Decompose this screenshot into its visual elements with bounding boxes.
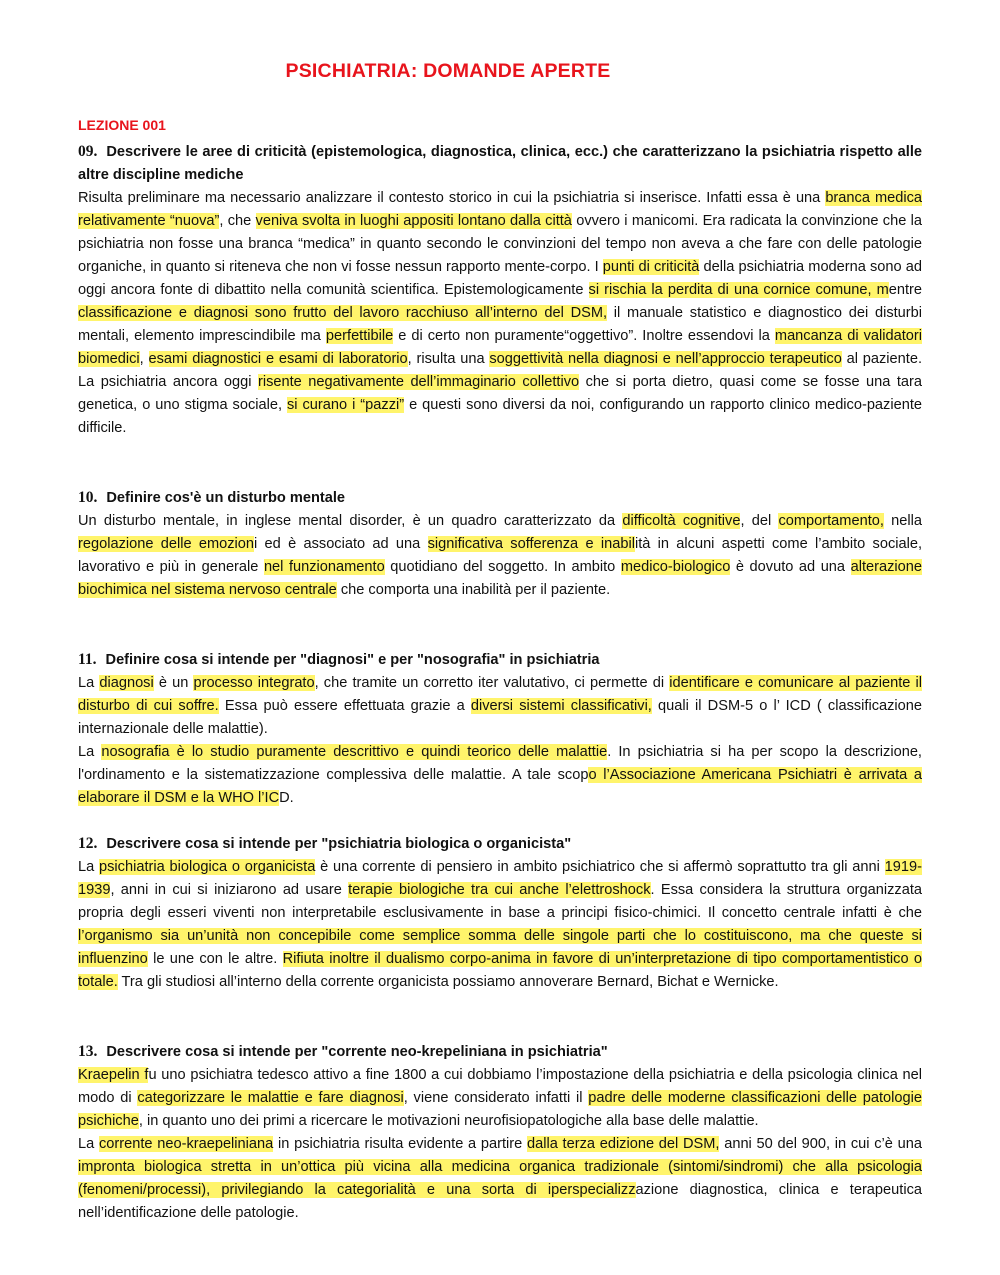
highlighted-text: si rischia la perdita di una cornice comune, m	[588, 282, 889, 298]
body-text: e questi sono diversi da noi, configurando un rapporto clinico medico-paziente difficile.	[78, 397, 922, 436]
body-text: che comporta una inabilità per il paziente.	[336, 582, 611, 598]
body-text: al paziente. La psichiatria ancora oggi	[78, 351, 923, 390]
highlighted-text: branca medica relativamente “nuova”	[78, 190, 922, 229]
body-text: ovvero i manicomi. Era radicata la convinzione che la psichiatria non fosse una branca “medica” in quanto secondo le convinzioni del tempo non aveva a che fare con delle patologie organiche, in quanto si riteneva che non vi fosse nessun rapporto mente-corpo. I	[78, 213, 922, 275]
body-text: , risulta una	[407, 351, 490, 367]
question-heading	[78, 486, 922, 510]
body-text: Un disturbo mentale, in inglese mental disorder, è un quadro caratterizzato da	[78, 513, 623, 529]
body-text: ,	[139, 351, 149, 367]
section-13	[78, 1040, 922, 1225]
body-text: , del	[740, 513, 779, 529]
highlighted-text: l’organismo sia un’unità non concepibile come semplice somma delle singole parti che lo costituiscono, ma che queste si influenzino	[78, 928, 922, 967]
highlighted-text: difficoltà cognitive	[622, 513, 741, 529]
highlighted-text: terapie biologiche tra cui anche l’elettroshock	[348, 882, 651, 898]
highlighted-text: comportamento,	[778, 513, 884, 529]
answer-body	[78, 856, 922, 994]
question-number: 10.	[78, 489, 98, 506]
body-text: quali il DSM-5 o l’ ICD ( classificazione internazionale delle malattie).	[78, 698, 923, 737]
answer-paragraph	[78, 741, 922, 810]
body-text: La	[78, 744, 102, 760]
highlighted-text: corrente neo-kraepeliniana	[98, 1136, 274, 1152]
answer-paragraph	[78, 510, 922, 602]
highlighted-text: classificazione e diagnosi sono frutto del lavoro racchiuso all’interno del DSM,	[78, 305, 608, 321]
section-10	[78, 486, 922, 602]
body-text: , in quanto uno dei primi a ricercare le motivazioni neurofisiopatologiche alla base delle malattie.	[138, 1113, 759, 1129]
body-text: Risulta preliminare ma necessario analizzare il contesto storico in cui la psichiatria si inserisce. Infatti essa è una	[78, 190, 826, 206]
body-text: entre	[888, 282, 922, 298]
question-heading	[78, 1040, 922, 1064]
highlighted-text: significativa sofferenza e inabil	[427, 536, 635, 552]
question-text: Definire cos'è un disturbo mentale	[106, 490, 346, 506]
question-number: 09.	[78, 143, 98, 160]
body-text: della psichiatria moderna sono ad oggi ancora fonte di dibattito nella comunità scientifica. Epistemologicamente	[78, 259, 922, 298]
highlighted-text: Kraepelin f	[78, 1067, 149, 1083]
highlighted-text: categorizzare le malattie e fare diagnosi	[137, 1090, 404, 1106]
section-11	[78, 648, 922, 810]
highlighted-text: impronta biologica stretta in un’ottica più vicina alla medicina organica tradizionale (sintomi/sindromi) che alla psicologia (fenomeni/processi), privilegiando la categorialità e una sorta di iperspecializz	[78, 1159, 922, 1198]
highlighted-text: si curano i “pazzi”	[287, 397, 405, 413]
body-text: il manuale statistico e diagnostico dei disturbi mentali, elemento imprescindibile ma	[78, 305, 923, 344]
body-text: , che	[219, 213, 256, 229]
question-number: 13.	[78, 1043, 98, 1060]
body-text: u uno psichiatra tedesco attivo a fine 1800 a cui dobbiamo l’impostazione della psichiatria e della psicologia clinica nel modo di	[78, 1067, 922, 1106]
body-text: . In psichiatria si ha per scopo la descrizione, l'ordinamento e la sistematizzazione complessiva delle malattie. A tale scop	[78, 744, 922, 783]
section-09	[78, 140, 922, 440]
question-text: Definire cosa si intende per "diagnosi" e per "nosografia" in psichiatria	[105, 652, 600, 668]
body-text: le une con le altre.	[147, 951, 283, 967]
answer-body	[78, 1064, 922, 1225]
highlighted-text: processo integrato	[193, 675, 315, 691]
highlighted-text: esami diagnostici e esami di laboratorio	[148, 351, 408, 367]
highlighted-text: dalla terza edizione del DSM,	[526, 1136, 720, 1152]
highlighted-text: o l’Associazione Americana Psichiatri è arrivata a elaborare il DSM e la WHO l’IC	[78, 767, 923, 806]
body-text: i ed è associato ad una	[254, 536, 428, 552]
body-text: anni 50 del 900, in cui c’è una	[719, 1136, 922, 1152]
body-text: quotidiano del soggetto. In ambito	[384, 559, 621, 575]
highlighted-text: nel funzionamento	[263, 559, 385, 575]
highlighted-text: 1919-1939	[78, 859, 922, 898]
body-text: La	[78, 675, 100, 691]
question-heading	[78, 832, 922, 856]
body-text: azione diagnostica, clinica e terapeutica nell’identificazione delle patologie.	[78, 1182, 922, 1221]
body-text: Tra gli studiosi all’interno della corrente organicista possiamo annoverare Bernard, Bichat e Wernicke.	[117, 974, 779, 990]
highlighted-text: padre delle moderne classificazioni delle patologie psichiche	[78, 1090, 922, 1129]
question-number: 12.	[78, 835, 98, 852]
question-text: Descrivere cosa si intende per "corrente neo-krepeliniana in psichiatria"	[106, 1044, 608, 1060]
answer-paragraph	[78, 856, 922, 994]
body-text: ità in alcuni aspetti come l’ambito sociale, lavorativo e più in generale	[78, 536, 923, 575]
body-text: La	[78, 1136, 99, 1152]
question-heading	[78, 648, 922, 672]
question-heading	[78, 140, 922, 187]
body-text: e di certo non puramente“oggettivo”. Inoltre essendovi la	[393, 328, 775, 344]
highlighted-text: veniva svolta in luoghi appositi lontano dalla città	[255, 213, 572, 229]
body-text: D.	[279, 790, 294, 806]
question-number: 11.	[78, 651, 97, 668]
highlighted-text: psichiatria biologica o organicista	[99, 859, 316, 875]
body-text: è un	[153, 675, 194, 691]
body-text: Essa può essere effettuata grazie a	[218, 698, 471, 714]
page-title: PSICHIATRIA: DOMANDE APERTE	[285, 60, 611, 82]
question-text: Descrivere cosa si intende per "psichiatria biologica o organicista"	[106, 836, 572, 852]
lesson-heading: LEZIONE 001	[78, 117, 166, 133]
body-text: , che tramite un corretto iter valutativo, ci permette di	[314, 675, 670, 691]
answer-body	[78, 187, 922, 440]
highlighted-text: alterazione biochimica nel sistema nervoso centrale	[78, 559, 922, 598]
answer-body	[78, 672, 922, 810]
body-text: in psichiatria risulta evidente a partire	[273, 1136, 527, 1152]
section-12	[78, 832, 922, 994]
answer-paragraph	[78, 1064, 922, 1133]
highlighted-text: identificare e comunicare al paziente il disturbo di cui soffre.	[78, 675, 922, 714]
body-text: La	[78, 859, 100, 875]
highlighted-text: risente negativamente dell’immaginario collettivo	[257, 374, 580, 390]
highlighted-text: diversi sistemi classificativi,	[470, 698, 652, 714]
body-text: che si porta dietro, quasi come se fosse una tara genetica, o uno stigma sociale,	[78, 374, 922, 413]
highlighted-text: diagnosi	[99, 675, 154, 691]
highlighted-text: punti di criticità	[602, 259, 700, 275]
highlighted-text: mancanza di validatori biomedici	[78, 328, 922, 367]
question-text: Descrivere le aree di criticità (epistemologica, diagnostica, clinica, ecc.) che caratterizzano la psichiatria rispetto alle altre discipline mediche	[78, 144, 922, 183]
body-text: è una corrente di pensiero in ambito psichiatrico che si affermò soprattutto tra gli anni	[315, 859, 885, 875]
answer-paragraph	[78, 1133, 922, 1225]
highlighted-text: regolazione delle emozion	[78, 536, 255, 552]
body-text: . Essa considera la struttura organizzata propria degli esseri viventi non interpretabile esclusivamente in base a principi fisico-chimici. Il concetto centrale infatti è che	[78, 882, 923, 921]
body-text: , viene considerato infatti il	[403, 1090, 589, 1106]
highlighted-text: nosografia è lo studio puramente descrittivo e quindi teorico delle malattie	[101, 744, 608, 760]
highlighted-text: soggettività nella diagnosi e nell’approccio terapeutico	[489, 351, 842, 367]
body-text: , anni in cui si iniziarono ad usare	[110, 882, 349, 898]
highlighted-text: medico-biologico	[620, 559, 731, 575]
highlighted-text: Rifiuta inoltre il dualismo corpo-anima in favore di un’interpretazione di tipo comportamentistico o totale.	[78, 951, 922, 990]
body-text: nella	[883, 513, 922, 529]
highlighted-text: perfettibile	[325, 328, 394, 344]
answer-paragraph	[78, 672, 922, 741]
answer-paragraph	[78, 187, 922, 440]
body-text: è dovuto ad una	[730, 559, 851, 575]
answer-body	[78, 510, 922, 602]
